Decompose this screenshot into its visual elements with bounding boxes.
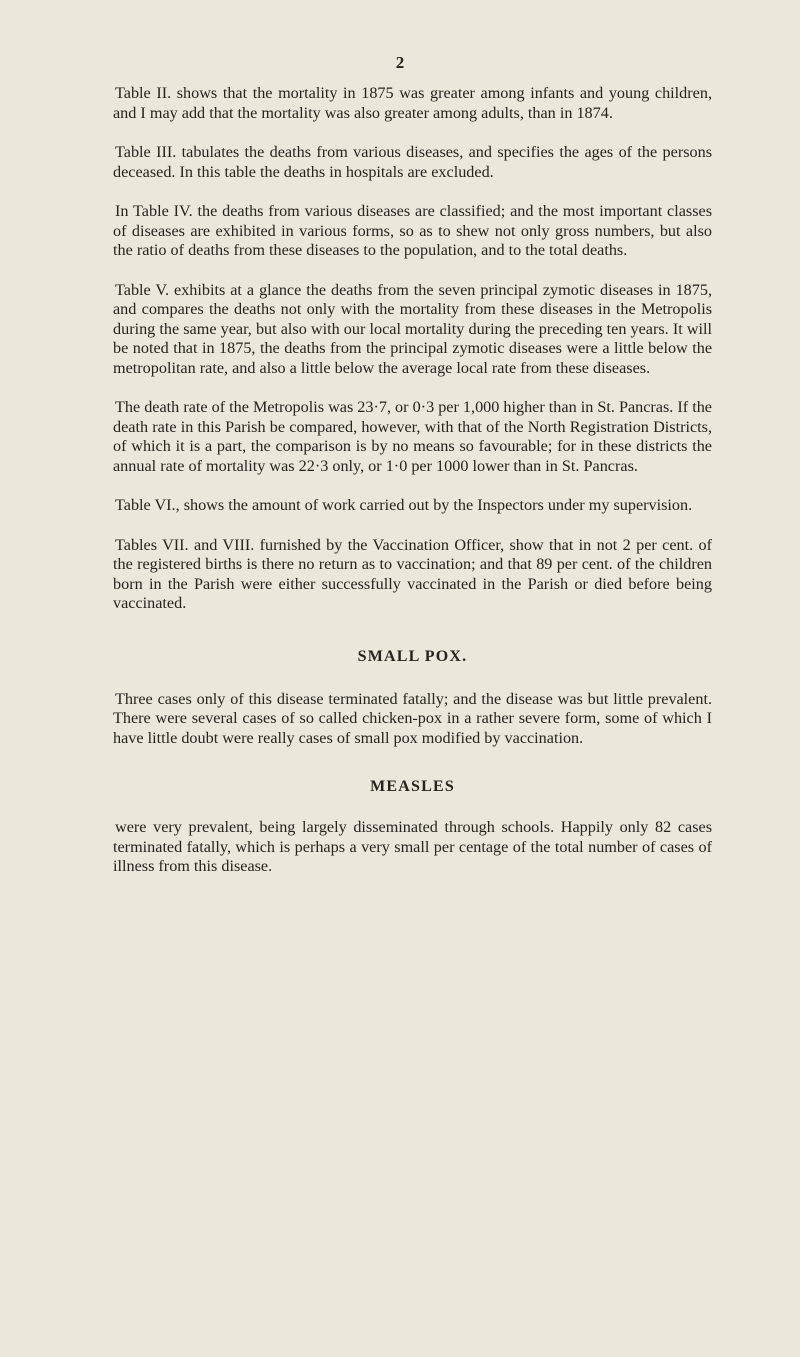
- paragraph-table-vi: Table VI., shows the amount of work carried out by the Inspectors under my supervision.: [115, 496, 693, 514]
- paragraph-death-rate: The death rate of the Metropolis was 23·7, or 0·3 per 1,000 higher than in St. Pancras. If the death rate in this Parish be compared, however, with that of the North Registration Districts, of which it is a part, the comparison is by no means so favourable; for in these districts the annual rate of mortality was 22·3 only, or 1·0 per 1000 lower than in St. Pancras.: [113, 398, 712, 475]
- paragraph-table-v: Table V. exhibits at a glance the deaths from the seven principal zymotic diseases in 1875, and compares the deaths not only with the mortality from these diseases in the Metropolis during the same year, but also with our local mortality during the preceding ten years. It will be noted that in 1875, the deaths from the principal zymotic diseases were a little below the metropolitan rate, and also a little below the average local rate from these diseases.: [113, 280, 712, 377]
- paragraph-table-ii: Table II. shows that the mortality in 1875 was greater among infants and young children, and I may add that the mortality was also greater among adults, than in 1874.: [113, 84, 712, 122]
- paragraph-tables-vii-viii: Tables VII. and VIII. furnished by the Vaccination Officer, show that in not 2 per cent. of the registered births is there no return as to vaccination; and that 89 per cent. of the children born in the Parish were either successfully vaccinated in the Parish or died before being vaccinated.: [113, 535, 712, 612]
- section-heading-measles: MEASLES: [370, 778, 455, 795]
- paragraph-small-pox: Three cases only of this disease terminated fatally; and the disease was but little prevalent. There were several cases of so called chicken-pox in a rather severe form, some of which I have little doubt were really cases of small pox modified by vaccination.: [113, 689, 712, 747]
- section-heading-small-pox: SMALL POX.: [357, 647, 468, 665]
- page-number: 2: [395, 53, 405, 72]
- paragraph-measles: were very prevalent, being largely disseminated through schools. Happily only 82 cases terminated fatally, which is perhaps a very small per centage of the total number of cases of illness from this disease.: [113, 818, 712, 875]
- report-body: [113, 84, 712, 877]
- paragraph-table-iii: Table III. tabulates the deaths from various diseases, and specifies the ages of the persons deceased. In this table the deaths in hospitals are excluded.: [113, 143, 712, 181]
- paragraph-table-iv: In Table IV. the deaths from various diseases are classified; and the most important classes of diseases are exhibited in various forms, so as to shew not only gross numbers, but also the ratio of deaths from these diseases to the population, and to the total deaths.: [113, 202, 712, 259]
